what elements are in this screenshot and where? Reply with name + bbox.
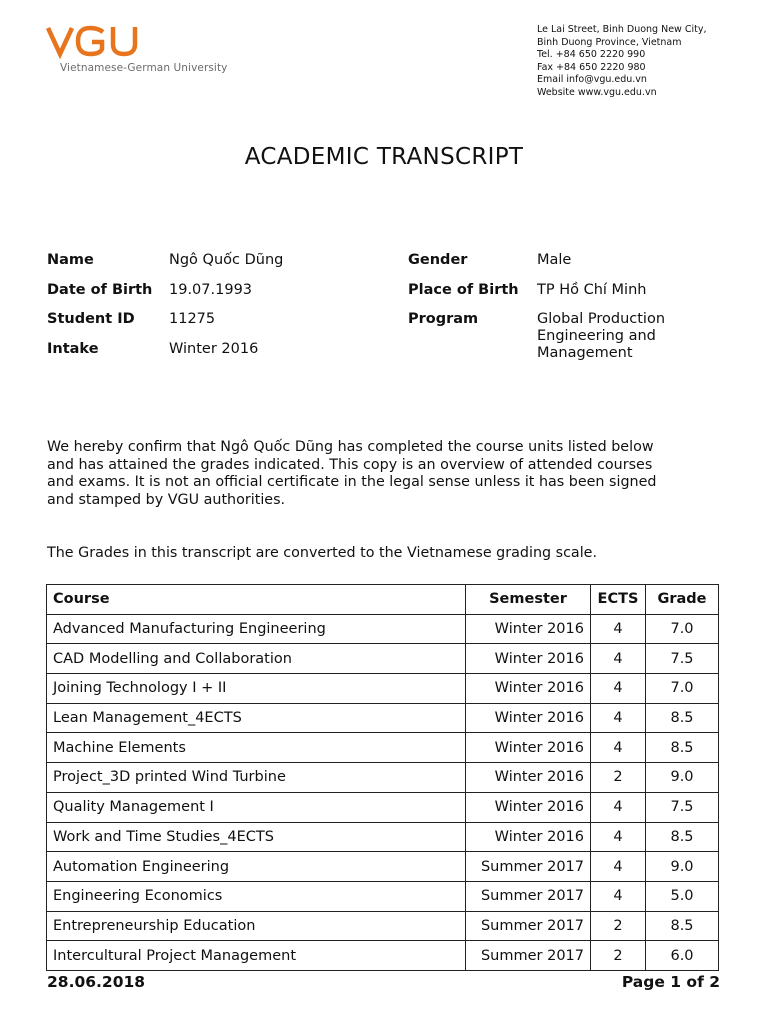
program-line: Management — [537, 345, 633, 361]
semester-cell: Summer 2017 — [466, 911, 591, 941]
semester-cell: Summer 2017 — [466, 881, 591, 911]
phone-line: Tel. +84 650 2220 990 — [537, 49, 646, 61]
ects-cell: 4 — [591, 881, 646, 911]
dob-label: Date of Birth — [47, 282, 153, 298]
course-name-cell: Intercultural Project Management — [47, 941, 466, 971]
header-course: Course — [47, 585, 466, 615]
table-row — [47, 881, 719, 911]
course-name-cell: Work and Time Studies_4ECTS — [47, 822, 466, 852]
address-block — [537, 24, 707, 100]
ects-cell: 2 — [591, 941, 646, 971]
name-label: Name — [47, 252, 94, 268]
ects-cell: 4 — [591, 792, 646, 822]
page-indicator: Page 1 of 2 — [621, 973, 720, 991]
grade-cell: 8.5 — [646, 911, 719, 941]
ects-cell: 4 — [591, 733, 646, 763]
semester-cell: Summer 2017 — [466, 852, 591, 882]
intake-value: Winter 2016 — [169, 341, 259, 357]
gender-label: Gender — [408, 252, 468, 268]
table-row — [47, 792, 719, 822]
semester-cell: Winter 2016 — [466, 733, 591, 763]
table-row — [47, 911, 719, 941]
vgu-logo-mark — [46, 24, 146, 60]
semester-cell: Summer 2017 — [466, 941, 591, 971]
address-line: Le Lai Street, Binh Duong New City, — [537, 24, 707, 35]
ects-cell: 4 — [591, 614, 646, 644]
semester-cell: Winter 2016 — [466, 822, 591, 852]
ects-cell: 4 — [591, 703, 646, 733]
table-row — [47, 614, 719, 644]
course-name-cell: Lean Management_4ECTS — [47, 703, 466, 733]
paragraph-line: and exams. It is not an official certificate in the legal sense unless it has been signed — [47, 474, 657, 490]
grade-cell: 7.0 — [646, 614, 719, 644]
program-line: Engineering and — [537, 328, 656, 344]
course-name-cell: CAD Modelling and Collaboration — [47, 644, 466, 674]
course-name-cell: Quality Management I — [47, 792, 466, 822]
dob-value: 19.07.1993 — [169, 282, 253, 298]
confirmation-paragraph — [47, 439, 737, 509]
course-name-cell: Advanced Manufacturing Engineering — [47, 614, 466, 644]
pob-label: Place of Birth — [408, 282, 519, 298]
table-header-row — [47, 585, 719, 615]
document-title: ACADEMIC TRANSCRIPT — [244, 144, 524, 170]
header-semester: Semester — [466, 585, 591, 615]
semester-cell: Winter 2016 — [466, 674, 591, 704]
grade-cell: 7.5 — [646, 792, 719, 822]
ects-cell: 4 — [591, 822, 646, 852]
ects-cell: 4 — [591, 852, 646, 882]
course-name-cell: Automation Engineering — [47, 852, 466, 882]
table-body — [47, 614, 719, 970]
course-name-cell: Engineering Economics — [47, 881, 466, 911]
semester-cell: Winter 2016 — [466, 614, 591, 644]
address-line: Binh Duong Province, Vietnam — [537, 36, 682, 48]
program-label: Program — [408, 311, 479, 327]
table-row — [47, 763, 719, 793]
grade-cell: 5.0 — [646, 881, 719, 911]
grade-cell: 7.5 — [646, 644, 719, 674]
student-id-value: 11275 — [169, 311, 216, 327]
table-row — [47, 674, 719, 704]
paragraph-line: and stamped by VGU authorities. — [47, 491, 286, 508]
semester-cell: Winter 2016 — [466, 763, 591, 793]
table-row — [47, 703, 719, 733]
university-name: Vietnamese-German University — [60, 62, 228, 74]
table-row — [47, 644, 719, 674]
grading-scale-note: The Grades in this transcript are converted to the Vietnamese grading scale. — [47, 545, 598, 561]
pob-value: TP Hồ Chí Minh — [537, 282, 647, 298]
ects-cell: 4 — [591, 674, 646, 704]
table-row — [47, 822, 719, 852]
ects-cell: 2 — [591, 763, 646, 793]
course-name-cell: Joining Technology I + II — [47, 674, 466, 704]
grade-cell: 9.0 — [646, 763, 719, 793]
paragraph-line: We hereby confirm that Ngô Quốc Dũng has completed the course units listed below — [47, 439, 654, 455]
course-name-cell: Machine Elements — [47, 733, 466, 763]
website-line: Website www.vgu.edu.vn — [537, 86, 657, 98]
vgu-logo — [46, 24, 236, 80]
program-line: Global Production — [537, 311, 666, 327]
ects-cell: 2 — [591, 911, 646, 941]
header-grade: Grade — [646, 585, 719, 615]
course-name-cell: Project_3D printed Wind Turbine — [47, 763, 466, 793]
header-ects: ECTS — [591, 585, 646, 615]
intake-label: Intake — [47, 341, 99, 357]
course-name-cell: Entrepreneurship Education — [47, 911, 466, 941]
grade-cell: 7.0 — [646, 674, 719, 704]
semester-cell: Winter 2016 — [466, 703, 591, 733]
table-row — [47, 733, 719, 763]
ects-cell: 4 — [591, 644, 646, 674]
course-table — [46, 584, 719, 971]
gender-value: Male — [537, 252, 572, 268]
student-id-label: Student ID — [47, 311, 135, 327]
table-row — [47, 941, 719, 971]
grade-cell: 8.5 — [646, 822, 719, 852]
semester-cell: Winter 2016 — [466, 644, 591, 674]
semester-cell: Winter 2016 — [466, 792, 591, 822]
grade-cell: 6.0 — [646, 941, 719, 971]
program-value — [537, 311, 665, 362]
footer-date: 28.06.2018 — [47, 973, 146, 991]
grade-cell: 8.5 — [646, 733, 719, 763]
grade-cell: 8.5 — [646, 703, 719, 733]
fax-line: Fax +84 650 2220 980 — [537, 61, 646, 73]
grade-cell: 9.0 — [646, 852, 719, 882]
table-row — [47, 852, 719, 882]
name-value: Ngô Quốc Dũng — [169, 252, 284, 268]
paragraph-line: and has attained the grades indicated. This copy is an overview of attended courses — [47, 456, 653, 473]
email-line: Email info@vgu.edu.vn — [537, 74, 647, 86]
